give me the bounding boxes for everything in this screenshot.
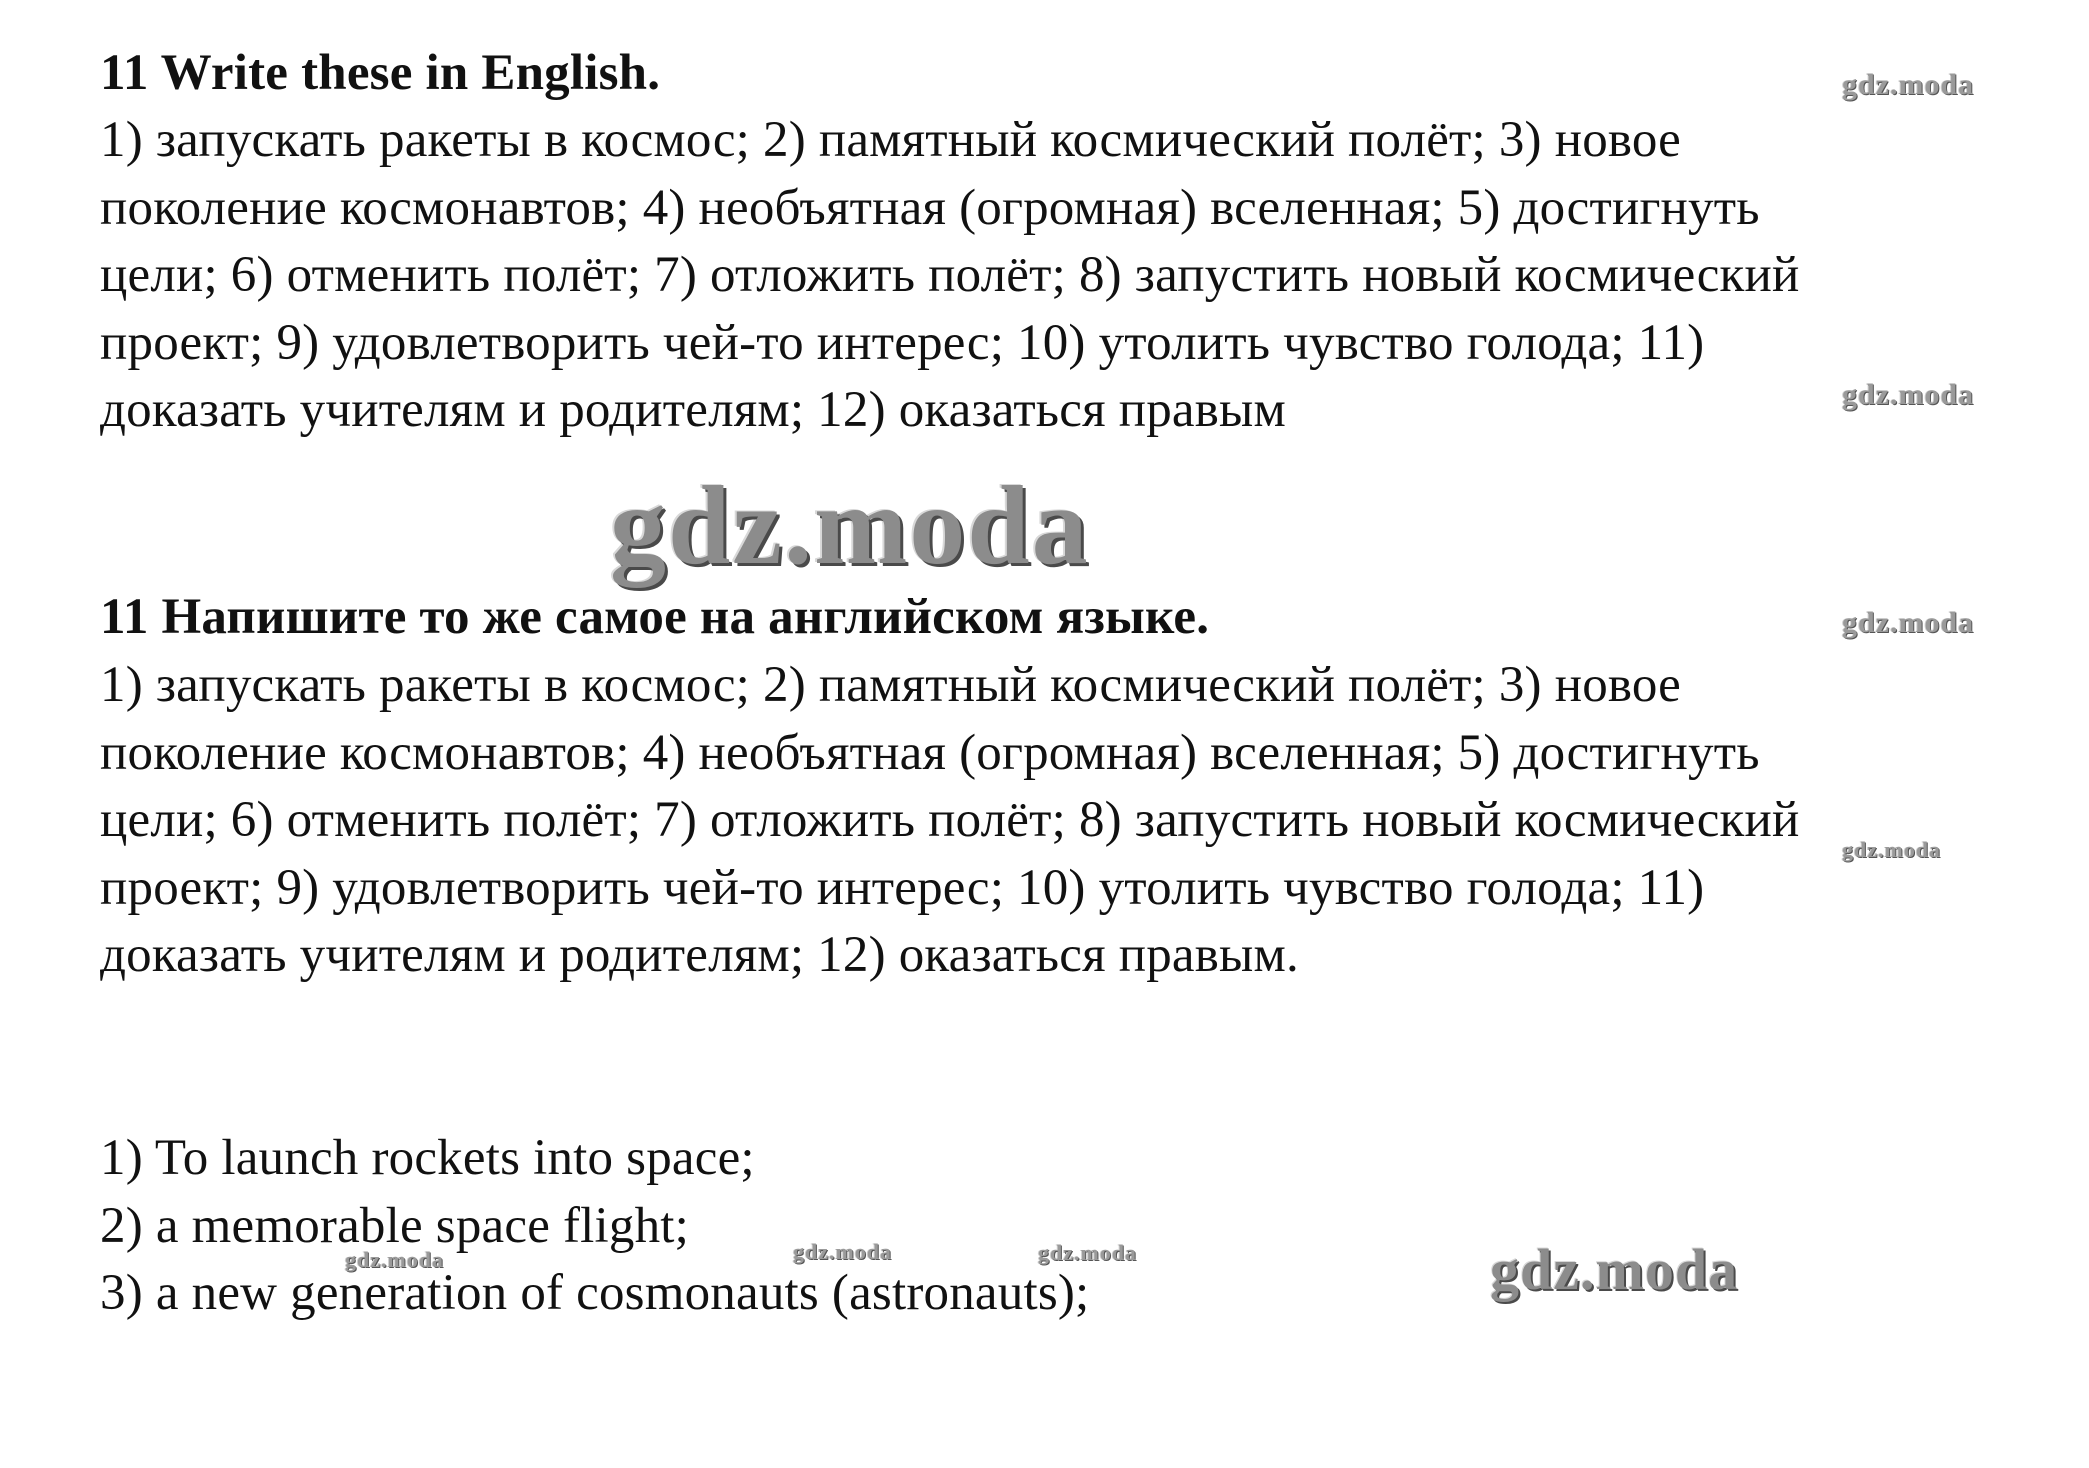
section1-line: проект; 9) удовлетворить чей-то интерес; 10) утолить чувство голода; 11) (100, 314, 1705, 371)
section1-line: цели; 6) отменить полёт; 7) отложить полёт; 8) запустить новый космический (100, 247, 1800, 303)
watermark-logo: gdz.moda (1842, 378, 1975, 411)
watermark-logo: gdz.moda (793, 1239, 893, 1264)
watermark-logo: gdz.moda (1038, 1240, 1138, 1265)
answer-item: 3) a new generation of cosmonauts (astronauts); (100, 1265, 1090, 1321)
section2-paragraph (100, 652, 2060, 990)
watermark-logo: gdz.moda (345, 1247, 445, 1272)
watermark-logo: gdz.moda (1842, 68, 1975, 101)
section1-paragraph (100, 107, 2060, 445)
answer-item: 2) a memorable space flight; (100, 1197, 690, 1254)
watermark-logo: gdz.moda (1842, 837, 1942, 862)
answer-item: 1) To launch rockets into space; (100, 1130, 755, 1186)
section2-heading: 11 Напишите то же самое на английском языке. (100, 589, 1210, 645)
watermark-logo: gdz.moda (1842, 606, 1975, 639)
watermark-logo: gdz.moda (1490, 1237, 1739, 1302)
section1-line: 1) запускать ракеты в космос; 2) памятный космический полёт; 3) новое (100, 112, 1681, 168)
section1-line: доказать учителям и родителям; 12) оказаться правым (100, 382, 1286, 438)
watermark-logo: gdz.moda (610, 464, 1090, 588)
answers-list (100, 1125, 1089, 1328)
section1-heading: 11 Write these in English. (100, 45, 661, 101)
section2-line: цели; 6) отменить полёт; 7) отложить полёт; 8) запустить новый космический (100, 792, 1800, 848)
section2-line: проект; 9) удовлетворить чей-то интерес; 10) утолить чувство голода; 11) (100, 859, 1705, 916)
section1-line: поколение космонавтов; 4) необъятная (огромная) вселенная; 5) достигнуть (100, 179, 1760, 236)
section2-line: доказать учителям и родителям; 12) оказаться правым. (100, 927, 1299, 983)
section2-line: 1) запускать ракеты в космос; 2) памятный космический полёт; 3) новое (100, 657, 1681, 713)
section2-line: поколение космонавтов; 4) необъятная (огромная) вселенная; 5) достигнуть (100, 724, 1760, 781)
